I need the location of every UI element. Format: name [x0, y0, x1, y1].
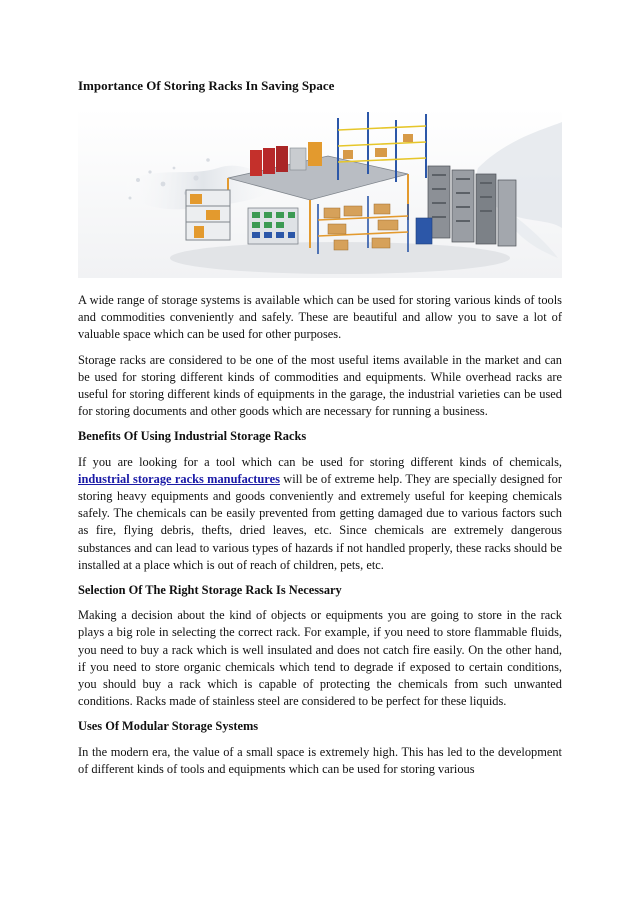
- benefits-text-after-link: will be of extreme help. They are specially designed for storing heavy equipments and goods conveniently and extremely useful for keeping chemicals safely. The chemicals can be easily prevented from getting damaged due to various factors such as fire, flying debris, thefts, dried leaves, etc. Since chemicals are extremely dangerous substances and can lead to various types of hazards if not handled properly, these racks should be installed at a place which is out of reach of children, pets, etc.: [78, 471, 562, 572]
- benefits-paragraph: [78, 454, 562, 574]
- industrial-storage-racks-link[interactable]: industrial storage racks manufactures: [78, 471, 280, 486]
- warehouse-racks-illustration-icon: [78, 108, 562, 278]
- storage-racks-paragraph: Storage racks are considered to be one of the most useful items available in the market and can be used for storing different kinds of commodities and equipments. While overhead racks are useful for storing different kinds of equipments in the garage, the industrial varieties can be used for storing documents and other goods which are necessary for running a business.: [78, 352, 562, 419]
- section-heading-benefits: Benefits Of Using Industrial Storage Racks: [78, 429, 307, 444]
- section-heading-selection: Selection Of The Right Storage Rack Is Necessary: [78, 583, 342, 598]
- selection-paragraph: Making a decision about the kind of objects or equipments you are going to store in the rack plays a big role in selecting the correct rack. For example, if you need to store flammable fluids, you need to buy a rack which is well insulated and does not catch fire easily. On the other hand, if you need to store organic chemicals which tend to degrade if exposed to certain conditions, you should buy a rack which is capable of protecting the chemicals from such unwanted conditions. Racks made of stainless steel are considered to be perfect for these liquids.: [78, 608, 562, 709]
- warehouse-racks-image: [78, 108, 562, 278]
- benefits-text-before-link: If you are looking for a tool which can be used for storing different kinds of chemicals,: [78, 454, 562, 469]
- modular-paragraph: In the modern era, the value of a small space is extremely high. This has led to the development of different kinds of tools and equipments which can be used for storing various: [78, 744, 562, 776]
- section-heading-modular: Uses Of Modular Storage Systems: [78, 719, 259, 734]
- intro-paragraph: A wide range of storage systems is available which can be used for storing various kinds of tools and commodities conveniently and safely. These are beautiful and allow you to save a lot of valuable space which can be used for other purposes.: [78, 293, 562, 342]
- document-body: [78, 292, 562, 786]
- document-title: Importance Of Storing Racks In Saving Space: [78, 78, 335, 93]
